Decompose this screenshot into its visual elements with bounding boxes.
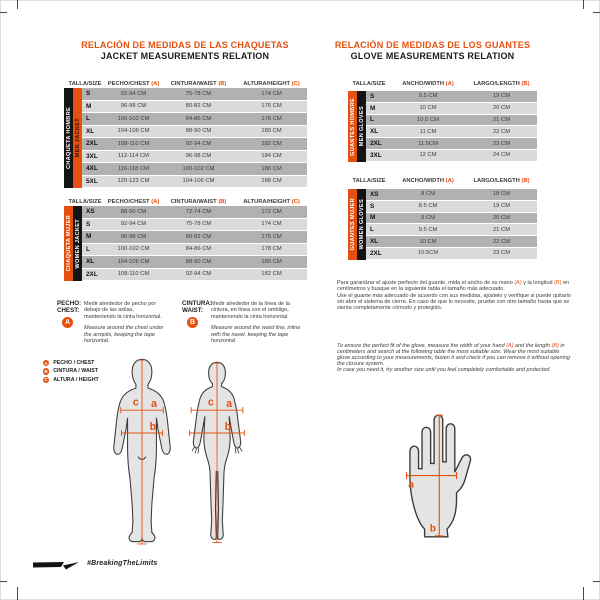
size-cell: XS xyxy=(86,208,95,216)
table-row xyxy=(82,126,307,138)
side-band-es: GUANTES HOMBRE xyxy=(348,91,357,162)
value-cell: 10.5CM xyxy=(417,250,439,257)
women-gloves-table xyxy=(348,176,537,260)
value-cell: 9.5 CM xyxy=(418,93,438,100)
table-row xyxy=(366,150,537,161)
side-band-en: WOMEN JACKET xyxy=(73,206,82,281)
male-waist-label: b xyxy=(149,420,157,433)
size-cell: XL xyxy=(86,258,95,266)
size-cell: 3XL xyxy=(86,152,98,160)
value-cell: 180 CM xyxy=(261,258,282,265)
table-row xyxy=(366,138,537,149)
chest-instruction-text xyxy=(84,301,165,344)
table-row xyxy=(82,244,307,256)
female-waist-label: b xyxy=(224,420,232,433)
table-header xyxy=(64,79,307,88)
size-cell: 2XL xyxy=(370,249,382,257)
value-cell: 23 CM xyxy=(492,250,511,257)
header-waist: CINTURA/WAIST (B) xyxy=(170,198,227,205)
value-cell: 10.5 CM xyxy=(417,116,439,123)
size-cell: 2XL xyxy=(86,270,98,278)
size-cell: L xyxy=(370,226,374,234)
value-cell: 88-90 CM xyxy=(185,128,212,135)
value-cell: 9 CM xyxy=(421,214,435,221)
value-cell: 92-94 CM xyxy=(120,90,147,97)
table-body xyxy=(82,88,307,187)
size-cell: M xyxy=(86,233,92,241)
table-header xyxy=(348,79,537,88)
waist-instruction xyxy=(182,300,212,328)
value-cell: 100-102 CM xyxy=(117,246,150,253)
value-cell: 92-94 CM xyxy=(185,271,212,278)
gloves-title-en: GLOVE MEASUREMENTS RELATION xyxy=(350,51,515,61)
header-waist: CINTURA/WAIST (B) xyxy=(170,80,227,87)
side-band-en: WOMEN GLOVES xyxy=(357,189,366,260)
value-cell: 178 CM xyxy=(261,246,282,253)
table-row xyxy=(82,256,307,268)
footer-hashtag: #BreakingTheLimits xyxy=(87,560,158,567)
crop-mark xyxy=(583,587,584,600)
value-cell: 19 CM xyxy=(492,93,511,100)
value-cell: 8 CM xyxy=(421,191,435,198)
table-row xyxy=(82,269,307,281)
value-cell: 75-78 CM xyxy=(185,90,212,97)
chest-badge-a: A xyxy=(62,317,73,328)
value-cell: 20 CM xyxy=(492,214,511,221)
header-size: TALLA/SIZE xyxy=(68,198,102,205)
table-row xyxy=(366,224,537,235)
table-row xyxy=(82,138,307,150)
hand-diagram xyxy=(397,410,485,542)
crop-mark xyxy=(17,587,18,600)
legend-item-chest: A PECHO / CHEST xyxy=(44,360,95,367)
table-row xyxy=(82,206,307,218)
value-cell: 176 CM xyxy=(261,233,282,240)
female-body-diagram xyxy=(178,357,256,547)
crop-mark xyxy=(593,12,600,13)
value-cell: 80-82 CM xyxy=(185,103,212,110)
value-cell: 178 CM xyxy=(261,115,282,122)
value-cell: 23 CM xyxy=(492,140,511,147)
size-cell: S xyxy=(86,90,91,98)
value-cell: 112-114 CM xyxy=(117,153,150,160)
male-body-diagram xyxy=(103,357,181,547)
value-cell: 10 CM xyxy=(419,238,437,245)
glove-text-es: Para garantizar el ajuste perfecto del guante, mida el ancho de su mano (A) y la longitud (B) en centímetros y busque en la siguiente tabla el tamaño más adecuado. Use el guante más adecuado de acuerdo con sus medidas, ajústelo y verifique si puede quitarlo sin abrir el sistema de cierre. En caso de que lo necesite, pruebe con otro tamaño hasta que se sienta completamente cómodo y protegido. xyxy=(337,280,571,312)
men-jacket-table xyxy=(64,79,307,188)
male-chest-label: a xyxy=(151,398,158,411)
value-cell: 21 CM xyxy=(492,226,511,233)
legend-item-waist: B CINTURA / WAIST xyxy=(44,368,99,375)
value-cell: 176 CM xyxy=(261,103,282,110)
value-cell: 100-102 CM xyxy=(182,165,215,172)
value-cell: 9.5 CM xyxy=(418,226,438,233)
side-band-en: MEN JACKET xyxy=(73,88,82,188)
header-size: TALLA/SIZE xyxy=(68,80,102,87)
header-chest: PECHO/CHEST (A) xyxy=(107,80,160,87)
value-cell: 180 CM xyxy=(261,128,282,135)
female-height-label: c xyxy=(207,396,214,409)
size-cell: 3XL xyxy=(370,151,382,159)
value-cell: 186 CM xyxy=(261,165,282,172)
value-cell: 116-118 CM xyxy=(117,165,150,172)
value-cell: 184 CM xyxy=(261,153,282,160)
size-cell: 2XL xyxy=(86,140,98,148)
table-header xyxy=(64,197,307,206)
header-size: TALLA/SIZE xyxy=(352,177,386,184)
value-cell: 12 CM xyxy=(419,152,437,159)
crop-mark xyxy=(593,581,600,582)
value-cell: 182 CM xyxy=(261,140,282,147)
table-row xyxy=(82,101,307,113)
size-cell: XL xyxy=(370,128,379,136)
header-width: ANCHO/WIDTH (A) xyxy=(402,177,454,184)
value-cell: 84-86 CM xyxy=(185,246,212,253)
value-cell: 92-94 CM xyxy=(185,140,212,147)
size-cell: 4XL xyxy=(86,165,98,173)
table-row xyxy=(82,163,307,175)
header-length: LARGO/LENGTH (B) xyxy=(473,80,530,87)
women-jacket-table xyxy=(64,197,307,281)
value-cell: 21 CM xyxy=(492,116,511,123)
jackets-title-es: RELACIÓN DE MEDIDAS DE LAS CHAQUETAS xyxy=(81,40,289,50)
table-row xyxy=(366,189,537,200)
table-body xyxy=(82,206,307,280)
size-cell: L xyxy=(86,115,90,123)
table-body xyxy=(366,91,537,161)
value-cell: 80-82 CM xyxy=(185,233,212,240)
value-cell: 8.5 CM xyxy=(418,203,438,210)
legend-b-icon: B xyxy=(44,368,48,374)
value-cell: 22 CM xyxy=(492,128,511,135)
size-cell: S xyxy=(86,220,91,228)
value-cell: 172 CM xyxy=(261,208,282,215)
value-cell: 104-106 CM xyxy=(117,128,150,135)
header-height: ALTURA/HEIGHT (C) xyxy=(243,198,300,205)
crop-mark xyxy=(583,0,584,9)
value-cell: 188 CM xyxy=(261,178,282,185)
value-cell: 72-74 CM xyxy=(185,208,212,215)
header-height: ALTURA/HEIGHT (C) xyxy=(243,80,300,87)
value-cell: 104-106 CM xyxy=(117,258,150,265)
value-cell: 10 CM xyxy=(419,105,437,112)
size-cell: M xyxy=(370,214,376,222)
value-cell: 174 CM xyxy=(261,90,282,97)
table-row xyxy=(366,126,537,137)
legend-a-icon: A xyxy=(44,360,48,366)
value-cell: 174 CM xyxy=(261,221,282,228)
table-row xyxy=(82,231,307,243)
measurement-legend xyxy=(43,360,99,385)
size-cell: M xyxy=(370,104,376,112)
size-cell: XL xyxy=(86,127,95,135)
side-band-es: CHAQUETA HOMBRE xyxy=(64,88,73,188)
hand-width-label: a xyxy=(408,479,414,491)
value-cell: 24 CM xyxy=(492,152,511,159)
size-cell: S xyxy=(370,202,375,210)
value-cell: 108-110 CM xyxy=(117,271,150,278)
chest-text-en: Measure around the chest under the armpits, keeping the tape horizontal. xyxy=(84,325,164,345)
value-cell: 84-86 CM xyxy=(185,115,212,122)
table-row xyxy=(366,115,537,126)
table-row xyxy=(82,151,307,163)
crop-mark xyxy=(0,581,7,582)
table-row xyxy=(82,88,307,100)
table-row xyxy=(366,236,537,247)
table-row xyxy=(82,176,307,188)
value-cell: 11.5CM xyxy=(418,140,438,147)
value-cell: 120-122 CM xyxy=(117,178,150,185)
glove-text-en: To ensure the perfect fit of the glove, measure the width of your hand (A) and the length (B) in centimeters and search at the following table the most suitable size. Wear the most suitable glove according to your measurements, fasten it and check if you can remove it without opening the closure system. In case you need it, try another size until you feel completely comfortable and protected xyxy=(337,343,570,373)
waist-text-en: Measure around the waist line, inline with the navel, keeping the tape horizontal. xyxy=(211,325,301,345)
men-gloves-table xyxy=(348,79,537,162)
chest-instruction xyxy=(57,300,82,328)
waist-label-en: WAIST: xyxy=(182,307,203,314)
value-cell: 108-110 CM xyxy=(117,140,150,147)
value-cell: 96-98 CM xyxy=(120,103,147,110)
value-cell: 92-94 CM xyxy=(120,221,147,228)
waist-text-es: Medir alrededor de la línea de la cintura, en línea con el ombligo, manteniendo la cinta horizontal. xyxy=(211,301,290,320)
header-chest: PECHO/CHEST (A) xyxy=(107,198,160,205)
size-cell: M xyxy=(86,102,92,110)
table-row xyxy=(366,103,537,114)
waist-label-es: CINTURA: xyxy=(182,300,212,307)
crop-mark xyxy=(17,0,18,9)
header-size: TALLA/SIZE xyxy=(352,80,386,87)
value-cell: 19 CM xyxy=(492,203,511,210)
value-cell: 88-90 CM xyxy=(185,258,212,265)
side-band-es: CHAQUETA MUJER xyxy=(64,206,73,281)
size-cell: L xyxy=(370,116,374,124)
table-row xyxy=(366,201,537,212)
value-cell: 18 CM xyxy=(492,191,511,198)
value-cell: 20 CM xyxy=(492,105,511,112)
waist-badge-b: B xyxy=(187,317,198,328)
gloves-title-es: RELACIÓN DE MEDIDAS DE LOS GUANTES xyxy=(334,40,531,50)
side-band-en: MEN GLOVES xyxy=(357,91,366,162)
male-height-label: c xyxy=(132,396,139,409)
table-header xyxy=(348,176,537,185)
chest-label-es: PECHO: xyxy=(57,300,82,307)
value-cell: 22 CM xyxy=(492,238,511,245)
value-cell: 100-102 CM xyxy=(117,115,150,122)
table-row xyxy=(366,213,537,224)
legend-item-height: C ALTURA / HEIGHT xyxy=(44,376,99,383)
size-cell: 2XL xyxy=(370,140,382,148)
value-cell: 96-98 CM xyxy=(120,233,147,240)
chest-label-en: CHEST: xyxy=(57,307,80,314)
size-cell: XL xyxy=(370,238,379,246)
waist-instruction-text xyxy=(211,301,308,344)
table-row xyxy=(366,91,537,102)
size-cell: 5XL xyxy=(86,177,98,185)
value-cell: 104-106 CM xyxy=(182,178,215,185)
size-cell: L xyxy=(86,245,90,253)
value-cell: 96-98 CM xyxy=(185,153,212,160)
size-cell: XS xyxy=(370,190,379,198)
value-cell: 75-78 CM xyxy=(185,221,212,228)
table-row xyxy=(82,219,307,231)
table-body xyxy=(366,189,537,259)
value-cell: 182 CM xyxy=(261,271,282,278)
hand-length-label: b xyxy=(429,523,437,535)
value-cell: 88-90 CM xyxy=(120,208,147,215)
chest-text-es: Medir alrededor de pecho por debajo de las axilas, manteniendo la cinta horizontal. xyxy=(84,301,162,320)
value-cell: 11 CM xyxy=(419,128,437,135)
jackets-title-en: JACKET MEASUREMENTS RELATION xyxy=(100,51,270,61)
legend-c-icon: C xyxy=(44,377,48,383)
table-row xyxy=(82,113,307,125)
header-length: LARGO/LENGTH (B) xyxy=(473,177,530,184)
footer-logo xyxy=(33,561,80,570)
header-width: ANCHO/WIDTH (A) xyxy=(402,80,454,87)
size-cell: S xyxy=(370,92,375,100)
side-band-es: GUANTES MUJER xyxy=(348,189,357,260)
table-row xyxy=(366,248,537,259)
crop-mark xyxy=(0,12,7,13)
female-chest-label: a xyxy=(226,398,233,411)
